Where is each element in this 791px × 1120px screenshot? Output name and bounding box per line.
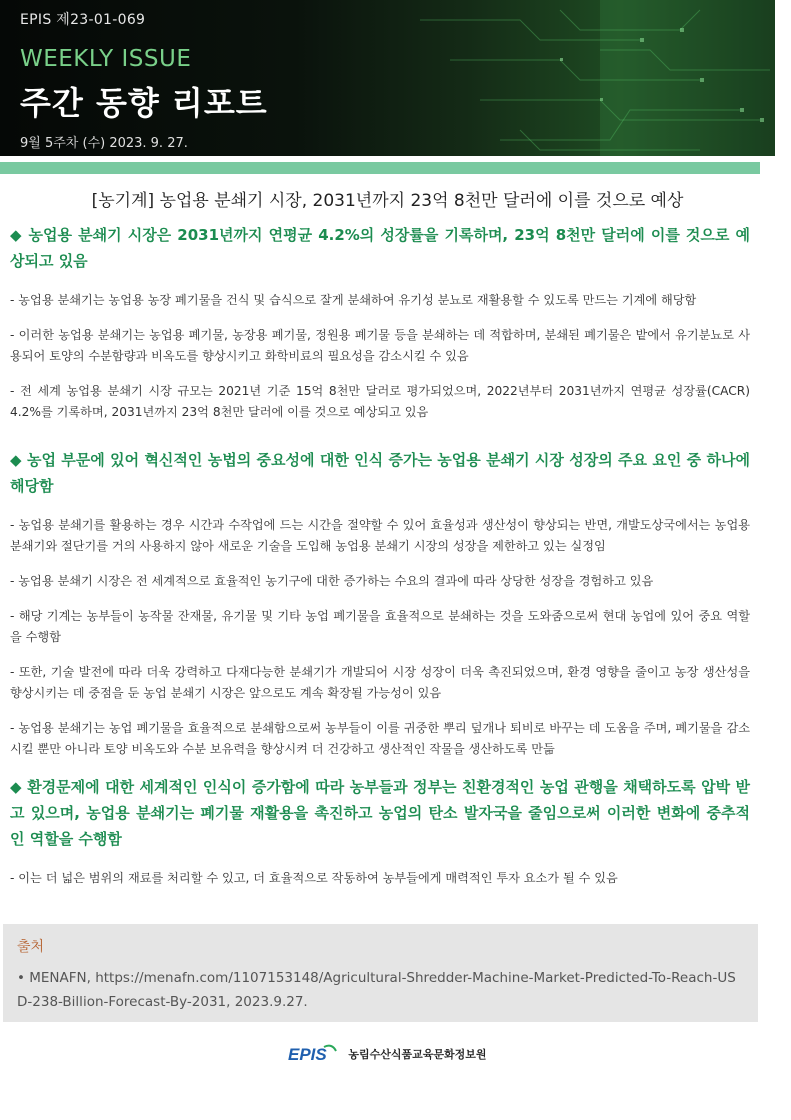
bullet-paragraph: - 또한, 기술 발전에 따라 더욱 강력하고 다재다능한 분쇄기가 개발되어 시장 성장이 더욱 촉진되었으며, 환경 영향을 줄이고 농장 생산성을 향상시키는 데 중점을 둔 농업 분쇄기 시장은 앞으로도 계속 확장될 가능성이 있음 bbox=[10, 665, 750, 700]
header-divider-band bbox=[0, 162, 760, 174]
section-heading: ◆ 농업 부문에 있어 혁신적인 농법의 중요성에 대한 인식 증가는 농업용 분쇄기 시장 성장의 주요 요인 중 하나에 해당함 bbox=[10, 451, 750, 495]
bullet-paragraph: - 농업용 분쇄기는 농업용 농장 폐기물을 건식 및 습식으로 잘게 분쇄하여 유기성 분뇨로 재활용할 수 있도록 만드는 기계에 해당함 bbox=[10, 293, 697, 307]
organization-name: 농림수산식품교육문화정보원 bbox=[348, 1048, 487, 1061]
section-2 bbox=[10, 447, 750, 760]
article-headline: [농기계] 농업용 분쇄기 시장, 2031년까지 23억 8천만 달러에 이를 것으로 예상 bbox=[91, 191, 684, 211]
source-citation: • MENAFN, https://menafn.com/1107153148/Agricultural-Shredder-Machine-Market-Predicted-To-Reach-USD-238-Billion-Forecast-By-2031, 2023.9.27. bbox=[17, 970, 736, 1010]
source-box bbox=[3, 924, 758, 1022]
bullet-paragraph: - 농업용 분쇄기는 농업 폐기물을 효율적으로 분쇄함으로써 농부들이 이를 귀중한 뿌리 덮개나 퇴비로 바꾸는 데 도움을 주며, 폐기물을 감소시킬 뿐만 아니라 토양 비옥도와 수분 보유력을 향상시켜 더 건강하고 생산적인 작물을 생산하도록 만듦 bbox=[10, 721, 750, 756]
article-body bbox=[10, 222, 750, 903]
document-id: EPIS 제23-01-069 bbox=[20, 12, 146, 28]
bullet-paragraph: - 이는 더 넓은 범위의 재료를 처리할 수 있고, 더 효율적으로 작동하여 농부들에게 매력적인 투자 요소가 될 수 있음 bbox=[10, 871, 618, 885]
report-title: 주간 동향 리포트 bbox=[20, 84, 268, 122]
bullet-paragraph: - 전 세계 농업용 분쇄기 시장 규모는 2021년 기준 15억 8천만 달러로 평가되었으며, 2022년부터 2031년까지 연평균 성장률(CACR) 4.2%를 기록하며, 2031년까지 23억 8천만 달러에 이를 것으로 예상되고 있음 bbox=[10, 384, 750, 419]
bullet-paragraph: - 농업용 분쇄기를 활용하는 경우 시간과 수작업에 드는 시간을 절약할 수 있어 효율성과 생산성이 향상되는 반면, 개발도상국에서는 농업용 분쇄기와 절단기를 거의 사용하지 않아 새로운 기술을 도입해 농업용 분쇄기 시장의 성장을 제한하고 있는 실정임 bbox=[10, 518, 750, 553]
section-1 bbox=[10, 222, 750, 423]
epis-logo-icon bbox=[288, 1043, 338, 1065]
logo-wordmark: EPIS bbox=[288, 1045, 328, 1064]
section-3 bbox=[10, 774, 750, 889]
report-header bbox=[0, 0, 775, 156]
source-title: 출처 bbox=[17, 939, 45, 955]
issue-date: 9월 5주차 (수) 2023. 9. 27. bbox=[20, 136, 188, 151]
bullet-paragraph: - 이러한 농업용 분쇄기는 농업용 폐기물, 농장용 폐기물, 정원용 폐기물 등을 분쇄하는 데 적합하며, 분쇄된 폐기물은 밭에서 유기분뇨로 사용되어 토양의 수분함량과 비옥도를 향상시키고 화학비료의 필요성을 감소시킬 수 있음 bbox=[10, 328, 750, 363]
bullet-paragraph: - 해당 기계는 농부들이 농작물 잔재물, 유기물 및 기타 농업 폐기물을 효율적으로 분쇄하는 것을 도와줌으로써 현대 농업에 있어 중요 역할을 수행함 bbox=[10, 609, 750, 644]
footer bbox=[0, 1043, 775, 1065]
weekly-issue-label: WEEKLY ISSUE bbox=[20, 46, 192, 72]
section-heading: ◆ 환경문제에 대한 세계적인 인식이 증가함에 따라 농부들과 정부는 친환경적인 농업 관행을 채택하도록 압박 받고 있으며, 농업용 분쇄기는 폐기물 재활용을 촉진하고 농업의 탄소 발자국을 줄임으로써 이러한 변화에 중추적인 역할을 수행함 bbox=[10, 778, 750, 848]
bullet-paragraph: - 농업용 분쇄기 시장은 전 세계적으로 효율적인 농기구에 대한 증가하는 수요의 결과에 따라 상당한 성장을 경험하고 있음 bbox=[10, 574, 654, 588]
section-heading: ◆ 농업용 분쇄기 시장은 2031년까지 연평균 4.2%의 성장률을 기록하며, 23억 8천만 달러에 이를 것으로 예상되고 있음 bbox=[10, 226, 750, 270]
